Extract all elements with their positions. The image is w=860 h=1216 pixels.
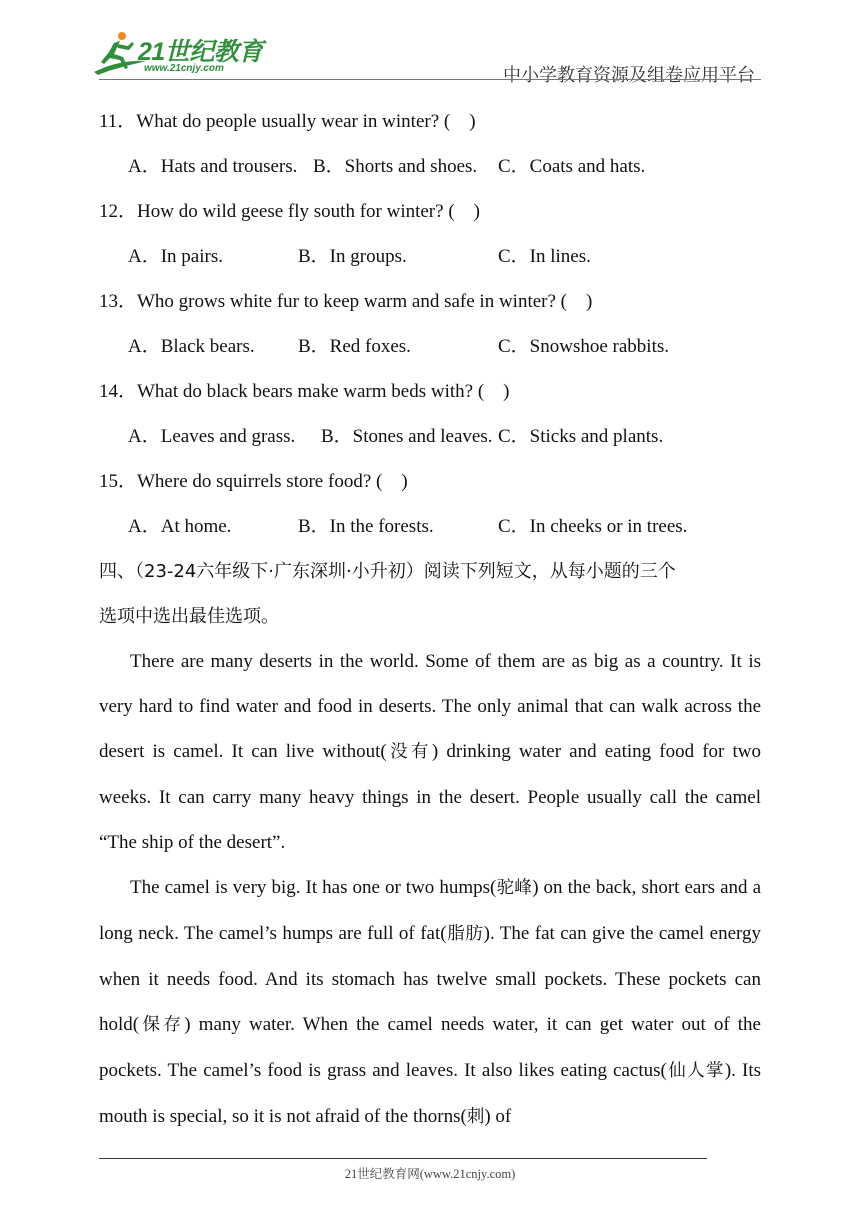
platform-slogan: 中小学教育资源及组卷应用平台: [503, 65, 755, 86]
question-14-stem: 14．What do black bears make warm beds with? ( ): [99, 381, 510, 402]
gloss: 没有: [386, 742, 432, 762]
gloss: 仙人掌: [666, 1061, 725, 1081]
option-c: C．In lines.: [498, 246, 591, 267]
option-b: B．Shorts and shoes.: [313, 156, 478, 177]
section-4-heading-line-1: 四、（23-24六年级下·广东深圳·小升初）阅读下列短文，从每小题的三个: [99, 561, 676, 582]
option-a: A．Black bears.: [128, 336, 255, 357]
option-c: C．Snowshoe rabbits.: [498, 336, 670, 357]
question-11-stem: 11．What do people usually wear in winter? ( ): [99, 111, 476, 132]
option-b: B．Stones and leaves.: [321, 426, 493, 447]
option-a: A．In pairs.: [128, 246, 223, 267]
gloss: 驼峰: [496, 878, 533, 898]
passage-text: ) drinking water and eating food for two weeks. It can carry many heavy things in the desert. People usually call the camel “The ship of the desert”.: [99, 741, 761, 853]
page-footer: 21世纪教育网(www.21cnjy.com): [344, 1167, 516, 1181]
passage-text: ). The fat can give the camel energy when it needs food. And its stomach has twelve small pockets. These pockets can hold(: [99, 923, 761, 1035]
question-11-options: [99, 144, 761, 189]
option-b: B．In the forests.: [298, 516, 434, 537]
footer-divider: [99, 1158, 707, 1159]
option-b: B．Red foxes.: [298, 336, 411, 357]
option-a: A．Hats and trousers.: [128, 156, 298, 177]
option-b: B．In groups.: [298, 246, 407, 267]
option-c: C．Sticks and plants.: [498, 426, 664, 447]
passage-text: ) on the back, short ears and a long neck. The camel’s humps are full of fat(: [99, 877, 761, 944]
gloss: 脂肪: [446, 924, 484, 944]
passage-text: There are many deserts in the world. Some of them are as big as a country. It is very hard to find water and food in deserts. The only animal that can walk across the desert is camel. It can live without(: [99, 651, 761, 762]
passage-text: ) of: [484, 1106, 512, 1127]
question-15-stem: 15．Where do squirrels store food? ( ): [99, 471, 408, 492]
passage-text: The camel is very big. It has one or two humps(: [130, 877, 497, 898]
gloss: 刺: [466, 1107, 485, 1127]
passage-text: ). Its mouth is special, so it is not afraid of the thorns(: [99, 1060, 762, 1127]
question-14-options: [99, 414, 761, 459]
page-content: [99, 99, 761, 1140]
passage-paragraph-1: [99, 639, 761, 865]
question-15-options: [99, 504, 761, 549]
option-c: C．In cheeks or in trees.: [498, 516, 688, 537]
logo-wordmark: 21世纪教育: [138, 38, 263, 66]
question-13-stem: 13．Who grows white fur to keep warm and safe in winter? ( ): [99, 291, 593, 312]
option-a: A．At home.: [128, 516, 232, 537]
question-12-options: [99, 234, 761, 279]
logo: [92, 30, 262, 78]
question-13-options: [99, 324, 761, 369]
passage-paragraph-2: [99, 865, 761, 1140]
header-divider: [99, 79, 761, 80]
logo-url: www.21cnjy.com: [144, 63, 224, 74]
question-12-stem: 12．How do wild geese fly south for winter? ( ): [99, 201, 480, 222]
section-4-heading-line-2: 选项中选出最佳选项。: [99, 606, 279, 627]
option-a: A．Leaves and grass.: [128, 426, 296, 447]
passage-text: ) many water. When the camel needs water, it can get water out of the pockets. The camel’s food is grass and leaves. It also likes eating cactus(: [99, 1014, 761, 1081]
reading-passage: [99, 639, 761, 1140]
gloss: 保存: [139, 1015, 185, 1035]
page-header: [0, 0, 860, 90]
option-c: C．Coats and hats.: [498, 156, 646, 177]
